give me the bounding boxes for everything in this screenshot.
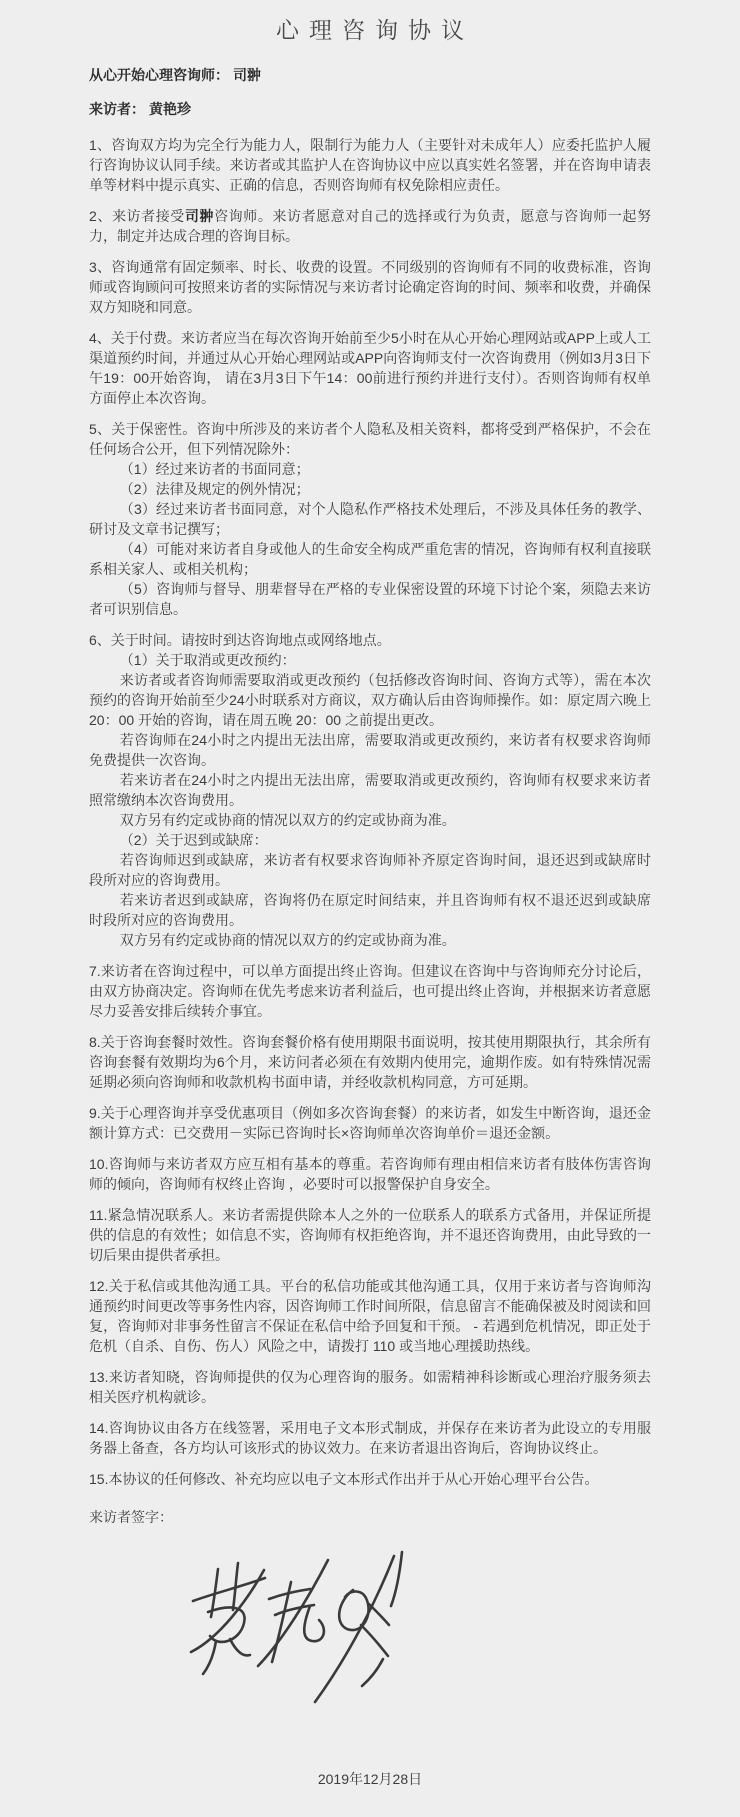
clause-6-text: 6、关于时间。请按时到达咨询地点或网络地点。 (89, 632, 391, 648)
counselor-line (89, 65, 651, 85)
clause-11-text: 11.紧急情况联系人。来访者需提供除本人之外的一位联系人的联系方式备用，并保证所提供的信息的有效性；如信息不实，咨询师有权拒绝咨询，并不退还咨询费用，由此导致的一切后果由提供者承担。 (89, 1207, 651, 1263)
counselor-label: 从心开始心理咨询师： (89, 67, 229, 83)
clause-14 (89, 1418, 651, 1458)
clause-3 (89, 257, 651, 317)
clause-7-text: 7.来访者在咨询过程中，可以单方面提出终止咨询。但建议在咨询中与咨询师充分讨论后，由双方协商决定。咨询师在优先考虑来访者利益后，也可提出终止咨询，并根据来访者意愿尽力妥善安排后续转介事宜。 (89, 963, 651, 1019)
clause-8 (89, 1032, 651, 1092)
clause-15-text: 15.本协议的任何修改、补充均应以电子文本形式作出并于从心开始心理平台公告。 (89, 1471, 599, 1487)
visitor-label: 来访者： (89, 101, 145, 117)
clause-5-item-1: （1）经过来访者的书面同意； (119, 461, 310, 477)
clause-2-prefix: 2、来访者接受 (89, 208, 185, 224)
clause-12 (89, 1276, 651, 1356)
clause-6-item-1: （1）关于取消或更改预约： (119, 652, 296, 668)
clause-1 (89, 135, 651, 195)
clause-2-suffix: 咨询师。来访者愿意对自己的选择或行为负责，愿意与咨询师一起努力，制定并达成合理的咨询目标。 (89, 208, 652, 244)
clause-14-text: 14.咨询协议由各方在线签署，采用电子文本形式制成，并保存在来访者为此设立的专用服务器上备查，各方均认可该形式的协议效力。在来访者退出咨询后，咨询协议终止。 (89, 1420, 651, 1456)
clause-7 (89, 961, 651, 1021)
clause-6-item-3: 若咨询师在24小时之内提出无法出席，需要取消或更改预约，来访者有权要求咨询师免费提供一次咨询。 (89, 732, 651, 768)
clause-10-text: 10.咨询师与来访者双方应互相有基本的尊重。若咨询师有理由相信来访者有肢体伤害咨询师的倾向，咨询师有权终止咨询 ，必要时可以报警保护自身安全。 (89, 1156, 651, 1192)
clause-6-item-6: （2）关于迟到或缺席： (119, 832, 268, 848)
clause-2-counselor-name: 司翀 (184, 208, 215, 224)
visitor-signature-image (185, 1549, 420, 1717)
clause-3-text: 3、咨询通常有固定频率、时长、收费的设置。不同级别的咨询师有不同的收费标准，咨询师或咨询顾问可按照来访者的实际情况与来访者讨论确定咨询的时间、频率和收费，并确保双方知晓和同意。 (89, 259, 651, 315)
clause-9-text: 9.关于心理咨询并享受优惠项目（例如多次咨询套餐）的来访者，如发生中断咨询，退还金额计算方式：已交费用－实际已咨询时长×咨询师单次咨询单价＝退还金额。 (89, 1105, 651, 1141)
document-date: 2019年12月28日 (317, 1771, 423, 1787)
clause-6 (89, 630, 651, 950)
clause-10 (89, 1154, 651, 1194)
clause-8-text: 8.关于咨询套餐时效性。咨询套餐价格有使用期限书面说明，按其使用期限执行，其余所有咨询套餐有效期均为6个月，来访问者必须在有效期内使用完，逾期作废。如有特殊情况需延期必须向咨询师和收款机构书面申请，并经收款机构同意，方可延期。 (89, 1034, 651, 1090)
clause-9 (89, 1103, 651, 1143)
clause-15 (89, 1469, 651, 1489)
clause-6-item-9: 双方另有约定或协商的情况以双方的约定或协商为准。 (119, 932, 456, 948)
clause-13 (89, 1367, 651, 1407)
clause-6-item-7: 若咨询师迟到或缺席，来访者有权要求咨询师补齐原定咨询时间，退还迟到或缺席时段所对应的咨询费用。 (89, 852, 651, 888)
clause-5-text: 5、关于保密性。咨询中所涉及的来访者个人隐私及相关资料，都将受到严格保护，不会在任何场合公开，但下列情况除外： (89, 421, 651, 457)
clause-list (89, 135, 651, 1489)
clause-6-item-2: 来访者或者咨询师需要取消或更改预约（包括修改咨询时间、咨询方式等），需在本次预约的咨询开始前至少24小时联系对方商议，双方确认后由咨询师操作。如：原定周六晚上 20：00 开始的咨询，请在周五晚 20：00 之前提出更改。 (89, 672, 651, 728)
visitor-line (89, 99, 651, 119)
clause-2 (89, 206, 651, 246)
clause-12-text: 12.关于私信或其他沟通工具。平台的私信功能或其他沟通工具，仅用于来访者与咨询师沟通预约时间更改等事务性内容，因咨询师工作时间所限，信息留言不能确保被及时阅读和回复，咨询师对非事务性留言不保证在私信中给予回复和干预。 - 若遇到危机情况，即正处于危机（自杀、自伤、伤人）风险之中，请拨打 110 或当地心理援助热线。 (89, 1278, 651, 1354)
clause-4 (89, 328, 651, 408)
signature-section (89, 1507, 651, 1717)
clause-5-item-2: （2）法律及规定的例外情况； (119, 481, 310, 497)
clause-2-text (89, 206, 651, 246)
signature-label: 来访者签字： (89, 1509, 173, 1525)
clause-4-text: 4、关于付费。来访者应当在每次咨询开始前至少5小时在从心开始心理网站或APP上或人工渠道预约时间，并通过从心开始心理网站或APP向咨询师支付一次咨询费用（例如3月3日下午19：00开始咨询， 请在3月3日下午14：00前进行预约并进行支付）。否则咨询师有权单方面停止本次咨询。 (89, 330, 651, 406)
clause-11 (89, 1205, 651, 1265)
clause-5-item-5: （5）咨询师与督导、朋辈督导在严格的专业保密设置的环境下讨论个案，须隐去来访者可识别信息。 (89, 581, 651, 617)
visitor-name: 黄艳珍 (149, 101, 191, 117)
clause-13-text: 13.来访者知晓，咨询师提供的仅为心理咨询的服务。如需精神科诊断或心理治疗服务须去相关医疗机构就诊。 (89, 1369, 651, 1405)
clause-6-item-4: 若来访者在24小时之内提出无法出席，需要取消或更改预约，咨询师有权要求来访者照常缴纳本次咨询费用。 (89, 772, 651, 808)
clause-1-text: 1、咨询双方均为完全行为能力人，限制行为能力人（主要针对未成年人）应委托监护人履行咨询协议认同手续。来访者或其监护人在咨询协议中应以真实姓名签署，并在咨询申请表单等材料中提示真实、正确的信息，否则咨询师有权免除相应责任。 (89, 137, 651, 193)
clause-5-item-3: （3）经过来访者书面同意，对个人隐私作严格技术处理后，不涉及具体任务的教学、研讨及文章书记撰写； (89, 501, 651, 537)
clause-6-item-8: 若来访者迟到或缺席，咨询将仍在原定时间结束，并且咨询师有权不退还迟到或缺席时段所对应的咨询费用。 (89, 892, 651, 928)
counselor-name: 司翀 (233, 67, 261, 83)
page-title: 心理咨询协议 (276, 17, 474, 43)
clause-5-item-4: （4）可能对来访者自身或他人的生命安全构成严重危害的情况，咨询师有权利直接联系相关家人、或相关机构； (89, 541, 651, 577)
clause-6-item-5: 双方另有约定或协商的情况以双方的约定或协商为准。 (119, 812, 456, 828)
clause-5 (89, 419, 651, 619)
